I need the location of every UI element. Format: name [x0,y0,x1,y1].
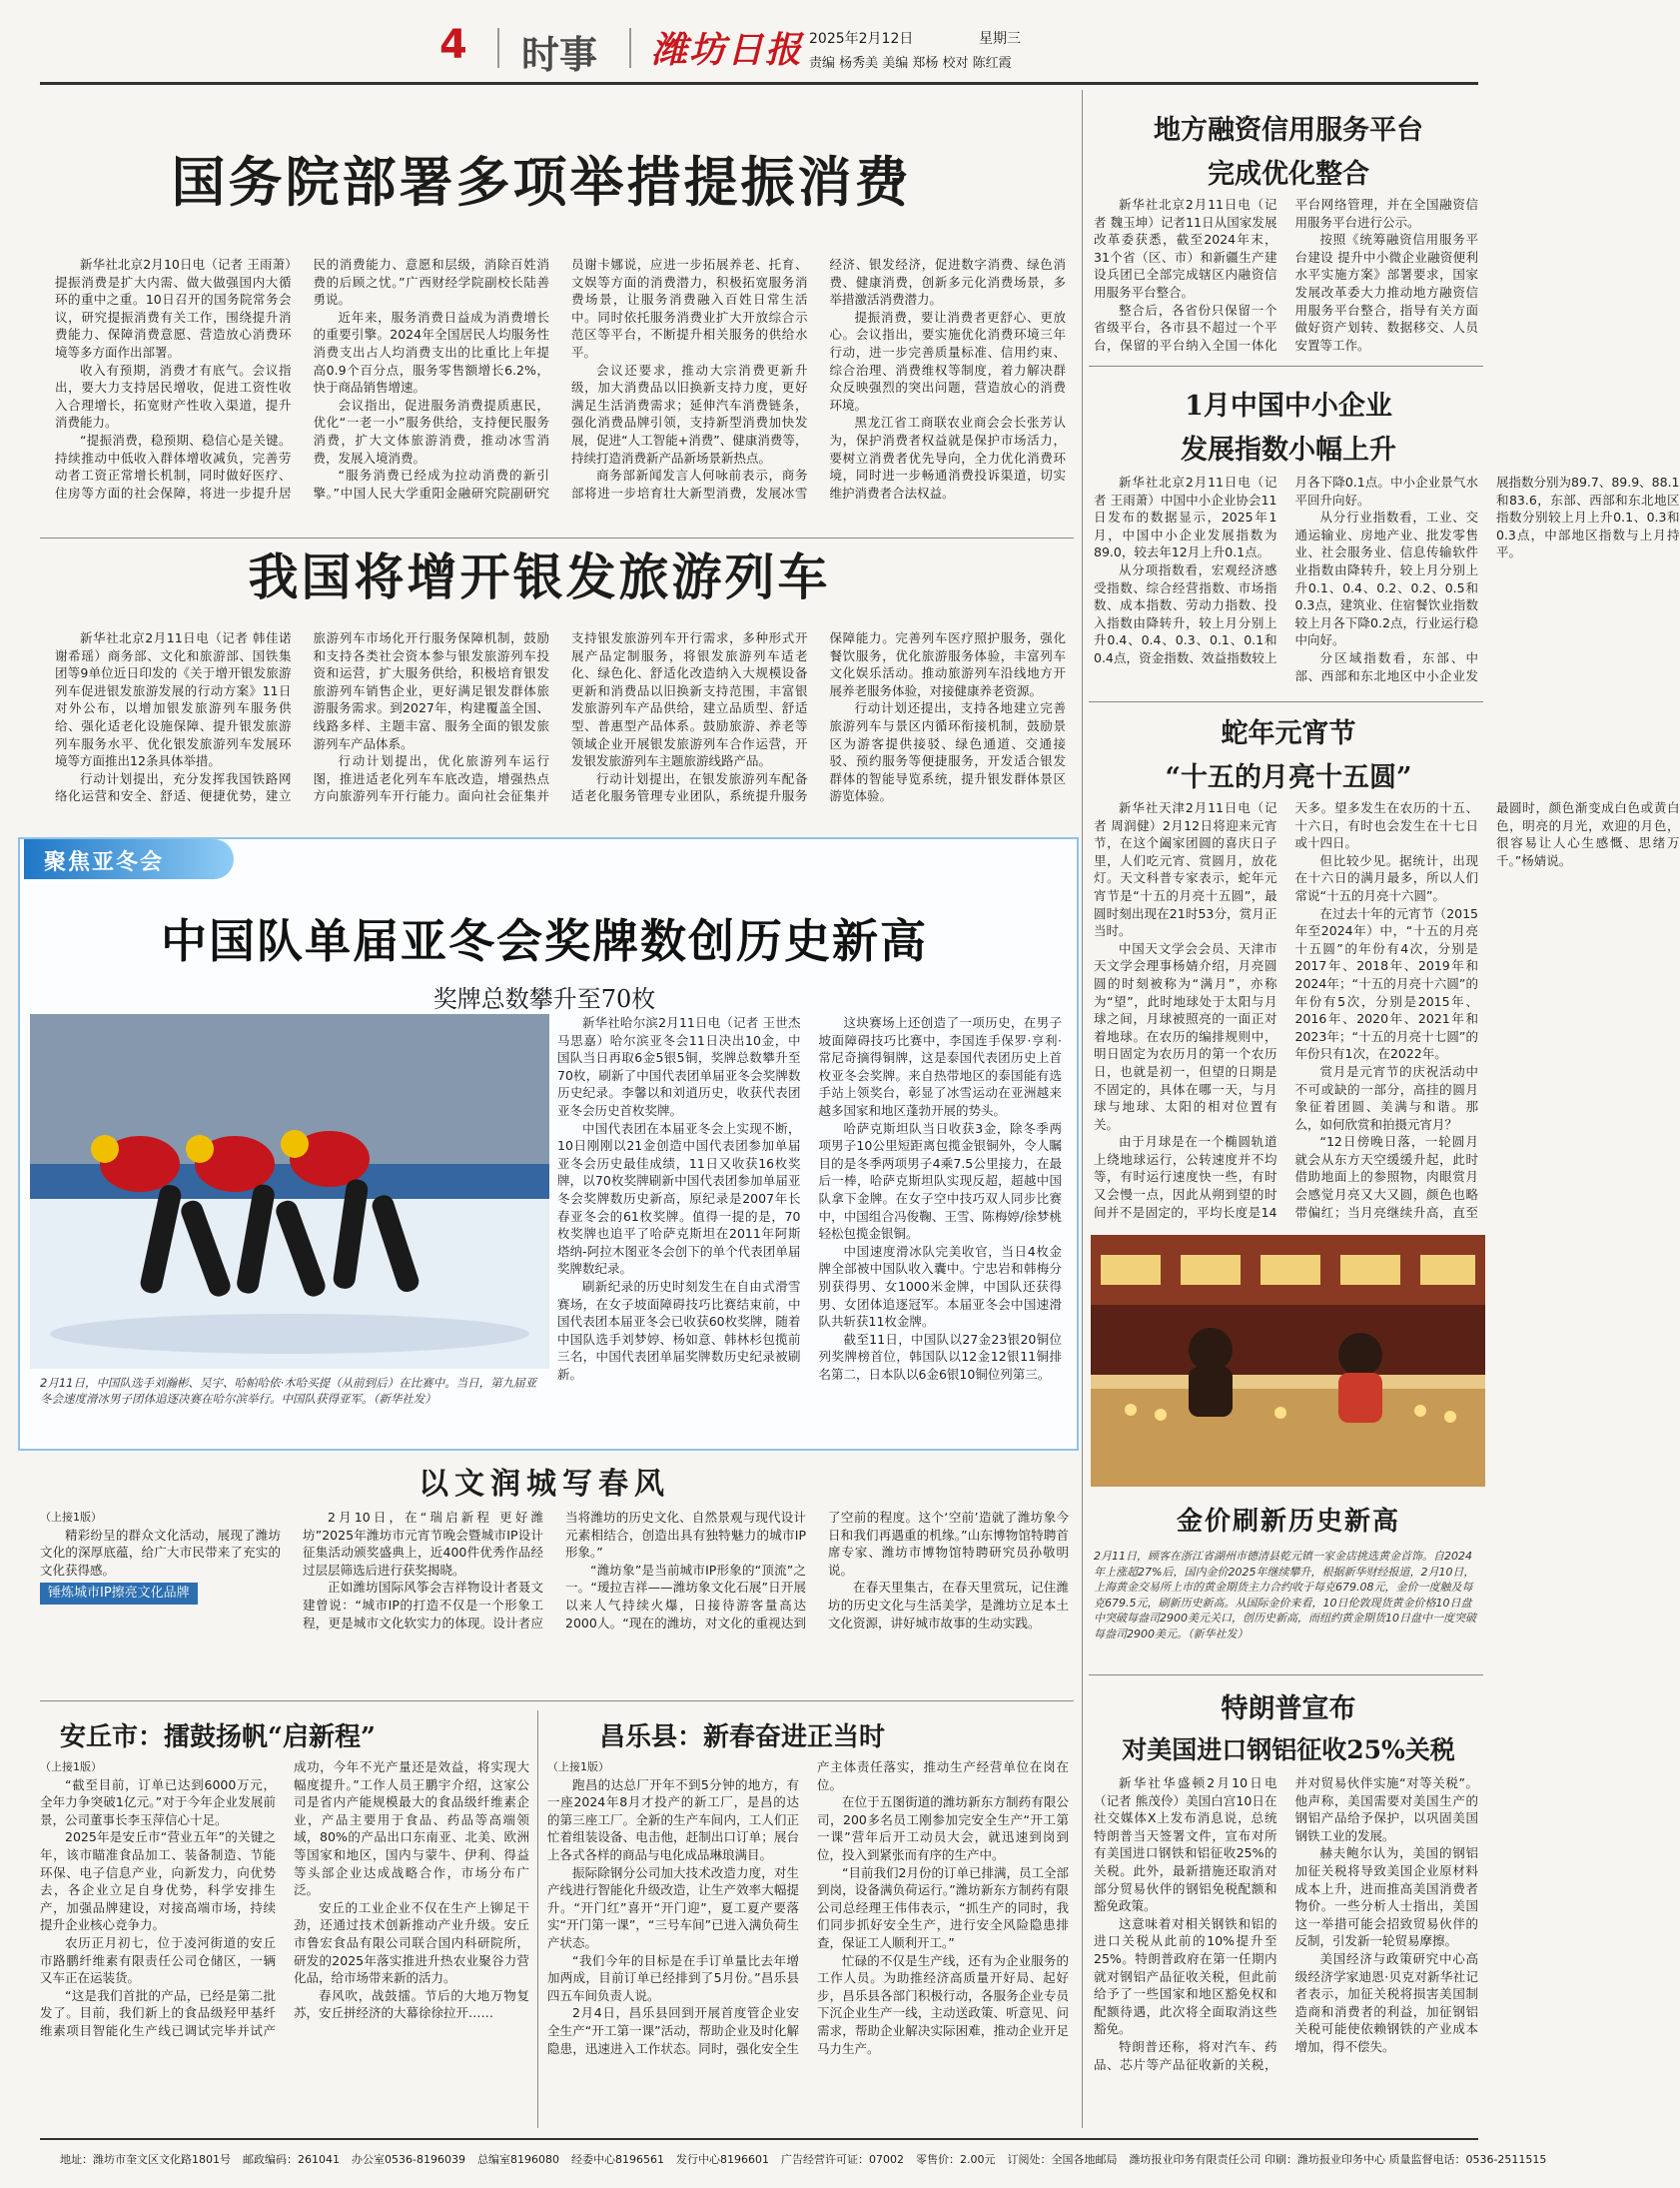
headline-sme-index-2: 发展指数小幅上升 [1181,435,1396,466]
paragraph: 2月4日，昌乐县回到开展首度管企业安全生产“开工第一课”活动，帮助企业及时化解隐患，迅速进入工作状态。同时，强化安全生产主体责任落实，推动生产经营单位在岗在位。 [547,1759,1069,2056]
paragraph: “提振消费，稳预期、稳信心是关键。持续推动中低收入群体增收减负，完善劳动者工资正常增长机制，同时做好医疗、住房等方面的社会保障，将进一步提升居民的消费能力、意愿和层级，消除百姓消费的后顾之忧。”广西财经学院副校长陆善勇说。 [55,257,549,501]
paragraph: 收入有预期，消费才有底气。会议指出，要大力支持居民增收，促进工资性收入合理增长，拓宽财产性收入渠道，提升消费能力。 [55,362,292,431]
section-rule [40,1700,1074,1701]
paragraph: “服务消费已经成为拉动消费的新引擎。”中国人民大学重阳金融研究院副研究员谢卡娜说，应进一步拓展养老、托育、文娱等方面的消费潜力，积极拓宽服务消费场景，让服务消费融入百姓日常生活中。同时依托服务消费业扩大开放综合示范区等平台，不断提升相关服务的供给水平。 [313,257,808,501]
paragraph: 精彩纷呈的群众文化活动，展现了潍坊文化的深厚底蕴，给广大市民带来了充实的文化获得感。 [40,1527,281,1578]
headline-tariff-1: 特朗普宣布 [1221,1693,1356,1724]
paragraph: 赏月是元宵节的庆祝活动中不可或缺的一部分，高挂的圆月象征着团圆、美满与和谐。那么，如何欣赏和拍摄元宵月？ [1294,1063,1478,1132]
paragraph: “我们今年的目标是在手订单量比去年增加两成，目前订单已经排到了5月份。”昌乐县四五车间负责人说。 [547,1952,799,2003]
paragraph: 新华社天津2月11日电（记者 周润健）2月12日将迎来元宵节，在这个阖家团圆的喜庆日子里，人们吃元宵、赏圆月，放花灯。天文科普专家表示，蛇年元宵节是“十五的月亮十五圆”，最圆时刻出现在21时53分，赏月正当时。 [1094,800,1277,939]
winter-games-tag-text: 聚焦亚冬会 [44,849,165,875]
footer-postcode: 邮政编码：261041 [243,2153,340,2166]
paragraph: 新华社北京2月11日电（记者 韩佳诺 谢希瑶）商务部、文化和旅游部、国铁集团等9单位近日印发的《关于增开银发旅游列车促进银发旅游发展的行动方案》11日对外公布，以增加银发旅游列车服务供给、强化适老化设施保障、提升银发旅游列车服务水平、优化银发旅游列车发展环境等方面推出12条具体举措。 [55,630,292,769]
headline-gold-price: 金价刷新历史新高 [1176,1507,1400,1537]
subhead-tag: 锤炼城市IP擦亮文化品牌 [40,1583,198,1605]
paragraph: 整合后，各省份只保留一个省级平台，各市县不超过一个平台，保留的平台纳入全国一体化平台网络管理，并在全国融资信用服务平台进行公示。 [1094,197,1478,353]
headline-medal-record: 中国队单届亚冬会奖牌数创历史新高 [161,914,928,968]
paragraph: 行动计划提出，充分发挥我国铁路网络化运营和安全、舒适、便捷优势，建立旅游列车市场化开行服务保障机制，鼓励和支持各类社会资本参与银发旅游列车投资和运营，扩大服务供给，积极培育银发旅游列车销售企业，更好满足银发群体旅游服务需求。到2027年，构建覆盖全国、线路多样、主题丰富、服务全面的银发旅游列车产品体系。 [55,630,549,804]
paragraph: 2月10日，在“瑞启新程 更好潍坊”2025年潍坊市元宵节晚会暨城市IP设计征集活动颁奖盛典上，近400件优秀作品经过层层筛选后进行获奖揭晓。 [303,1510,543,1578]
article-tariff [1094,1774,1478,2128]
paragraph: 但比较少见。据统计，出现在十六日的满月最多，所以人们常说“十五的月亮十六圆”。 [1294,852,1478,903]
headline-financing-platform-1: 地方融资信用服务平台 [1154,115,1423,146]
paragraph: 刷新纪录的历史时刻发生在自由式滑雪赛场，在女子坡面障碍技巧比赛结束前，中国代表团本届亚冬会已收获60枚奖牌，随着中国队选手刘梦婷、杨如意、韩林杉包揽前三名，中国代表团单届奖牌数历史纪录被刷新。 [557,1278,801,1382]
headline-sme-index-1: 1月中国中小企业 [1185,391,1392,422]
paragraph: 安丘的工业企业不仅在生产上铆足干劲，还通过技术创新推动产业升级。安丘市鲁宏食品有限公司联合国内科研院所，研发的2025年落实推进升热农业聚谷力营化品，给市场带来新的活力。 [294,1899,529,1986]
article-financing-platform [1094,196,1478,356]
section-rule [1089,366,1483,367]
footer-ad-permit: 广告经营许可证：07002 [780,2153,904,2166]
paragraph: “截至目前，订单已达到6000万元，全年力争突破1亿元。”对于今年企业发展前景，公司董事长李玉萍信心十足。 [40,1776,276,1827]
paragraph: 新华社北京2月10日电（记者 王雨萧）提振消费是扩大内需、做大做强国内大循环的重中之重。10日召开的国务院常务会议，研究提振消费有关工作，围绕提升消费能力、保障消费意愿、营造放心消费环境等多方面作出部署。 [55,257,292,360]
paragraph: 振际除钢分公司加大技术改造力度，对生产线进行智能化升级改造，让生产效率大幅提升。“开门红”喜开“开门迎”，夏工夏产要落实“开门第一课”，“三号车间”已进入满负荷生产状态。 [547,1864,799,1950]
footer-address: 地址：潍坊市奎文区文化路1801号 [60,2153,231,2166]
article-sme-index [1094,474,1680,695]
subhead-culture [40,1583,281,1605]
masthead-divider-2 [629,28,631,68]
headline-anqiu: 安丘市：擂鼓扬帆“启新程” [60,1722,376,1752]
paragraph: 赫夫鲍尔认为，美国的钢铝加征关税将导致美国企业原材料成本上升，进而推高美国消费者物价。一些分析人士指出，美国这一举措可能会招致贸易伙伴的反制，引发新一轮贸易摩擦。 [1294,1845,1478,1949]
section-title: 时事 [521,33,598,77]
paragraph: 从分项指数看，宏观经济感受指数、综合经营指数、市场指数、成本指数、劳动力指数、投入指数由降转升，较上月分别上升0.4、0.4、0.3、0.1、0.1和0.4点，资金指数、效益指数较上月各下降0.1点。中小企业景气水平回升向好。 [1094,475,1478,665]
paragraph: 这块赛场上还创造了一项历史，在男子坡面障碍技巧比赛中，李国连手保罗·亨利·常尼奇摘得铜牌，这是泰国代表团历史上首枚亚冬会奖牌。来自热带地区的泰国能有选手站上领奖台，彰显了冰雪运动在亚洲越来越多国家和地区蓬勃开展的势头。 [818,1015,1062,1118]
masthead-divider [497,28,499,68]
footer-price: 零售价：2.00元 [915,2153,996,2166]
footer-rule [40,2138,1478,2140]
section-rule [1089,1674,1483,1675]
paragraph: 新华社北京2月11日电（记者 王雨萧）中国中小企业协会11日发布的数据显示，2025年1月，中国中小企业发展指数为89.0，较去年12月上升0.1点。 [1094,475,1277,560]
paragraph: 在位于五图街道的潍坊新东方制药有限公司，200多名员工刚参加完安全生产“开工第一课”营年后开工动员大会，就迅速到岗到位，投入到紧张而有序的生产中。 [817,1794,1069,1862]
paragraph: “这是我们首批的产品，已经是第二批发了。目前，我们新上的食品级羟甲基纤维素项目智能化生产线已调试完毕并试产成功，今年不光产量还是效益，将实现大幅度提升。”工作人员王鹏宇介绍，这家公司是省内产能规模最大的食品级纤维素企业，产品主要用于食品、药品等高端领域，80%的产品出口东南亚、北美、欧洲等国家和地区，国内与蒙牛、伊利、得益等头部企业达成战略合作，市场分布广泛。 [40,1759,529,2038]
paragraph: 黑龙江省工商联农业商会会长张芳认为，保护消费者权益就是保护市场活力，要树立消费者优先导向，全力优化消费环境，同时进一步畅通消费投诉渠道，切实维护消费者合法权益。 [829,415,1066,501]
subheadline-medal-record: 奖牌总数攀升至70枚 [432,985,656,1013]
column-divider [1082,90,1083,2128]
paragraph: 商务部新闻发言人何咏前表示，商务部将进一步培育壮大新型消费，发展冰雪经济、银发经济，促进数字消费、绿色消费、健康消费，创新多元化消费场景，多举措激活消费潜力。 [571,257,1066,501]
paragraph: 跑昌的达总厂开年不到5分钟的地方，有一座2024年8月才投产的新工厂，是昌的达的第三座工厂。全新的生产车间内，工人们正忙着组装设备、电击他，赶制出口订单；展台上各式各样的商品与电化成品琳琅满目。 [547,1776,799,1862]
paragraph: 会议还要求，推动大宗消费更新升级，加大消费品以旧换新支持力度，更好满足生活消费需求；延伸汽车消费链条，强化消费品牌引领，支持新型消费加快发展，促进“人工智能+消费”、健康消费等，持续打造消费新产品新场景新热点。 [571,362,808,466]
footer-editor-phone: 总编室8196080 [476,2153,559,2166]
paragraph: 新华社北京2月11日电（记者 魏玉坤）记者11日从国家发展改革委获悉，截至2024年末，31个省（区、市）和新疆生产建设兵团已全部完成辖区内融资信用服务平台整合。 [1094,197,1277,300]
skaters-illustration [30,1014,549,1369]
page-number: 4 [439,22,467,68]
footer-news-phone: 经委中心8196561 [570,2153,664,2166]
paragraph: 在春天里集古，在春天里赏玩，记住潍坊的历史文化与生活美学，是潍坊立足本土文化资源，讲好城市故事的生动实践。 [828,1580,1069,1631]
article-consumption [55,256,1066,528]
paragraph: 正如潍坊国际风筝会吉祥物设计者聂文建曾说：“城市IP的打造不仅是一个形象工程，更是城市文化软实力的体现。设计者应当将潍坊的历史文化、自然景观与现代设计元素相结合，创造出具有独特魅力的城市IP形象。” [303,1510,806,1631]
paragraph: 会议指出，促进服务消费提质惠民，优化“一老一小”服务供给，支持便民服务消费，扩大文体旅游消费，推动冰雪消费，发展入境消费。 [313,397,549,466]
headline-lantern-2: “十五的月亮十五圆” [1165,762,1412,793]
from-page: （上接1版） [40,1760,102,1773]
headline-tariff-2: 对美国进口钢铝征收25%关税 [1122,1735,1455,1764]
headline-consumption: 国务院部署多项举措提振消费 [171,150,912,214]
paragraph: 截至11日，中国队以27金23银20铜位列奖牌榜首位，韩国队以12金12银11铜排名第二，日本队以6金6银10铜位列第三。 [818,1331,1062,1382]
article-silver-train [55,629,1066,829]
paragraph: 行动计划还提出，支持各地建立完善旅游列车与景区内循环衔接机制，鼓励景区为游客提供接驳、绿色通道、交通接驳、预约服务等便捷服务，开发适合银发群体的智能导览系统，提升银发群体景区游览体验。 [829,700,1066,804]
paragraph: 新华社哈尔滨2月11日电（记者 王世杰 马思嘉）哈尔滨亚冬会11日决出10金，中国队当日再取6金5银5铜，奖牌总数攀升至70枚，刷新了中国代表团单届亚冬会奖牌数历史纪录。李馨以和刘逍历史，收获代表团亚冬会历史首枚奖牌。 [557,1015,801,1118]
article-anqiu [40,1758,529,2128]
footer-distribution-phone: 发行中心8196601 [675,2153,769,2166]
paragraph: 近年来，服务消费日益成为消费增长的重要引擎。2024年全国居民人均服务性消费支出占人均消费支出的比重比上年提高0.9个百分点，服务零售额增长6.2%，快于商品销售增速。 [313,309,549,396]
paragraph: “潍坊象”是当前城市IP形象的“顶流”之一。“瑷拉吉祥——潍坊象文化石展”日开展以来人气持续火爆，日接待游客量高达2000人。“现在的潍坊，对文化的重视达到了空前的程度。这个‘空前’造就了潍坊象今日和我们再遇重的机缘。”山东博物馆特聘首席专家、潍坊市博物馆特聘研究员孙敬明说。 [565,1510,1069,1631]
paragraph: 提振消费，要让消费者更舒心、更放心。会议指出，要实施优化消费环境三年行动，进一步完善质量标准、信用约束、综合治理、消费维权等制度，着力解决群众反映强烈的突出问题，营造放心的消费环境。 [829,309,1066,413]
paragraph: 中国速度滑冰队完美收官，当日4枚金牌全部被中国队收入囊中。宁忠岩和韩梅分别获得男、女1000米金牌，中国队还获得男、女团体追逐冠军。本届亚冬会中国速滑队共斩获11枚金牌。 [818,1243,1062,1330]
paragraph: 新华社华盛顿2月10日电（记者 熊茂伶）美国白宫10日在社交媒体X上发布消息说，总统特朗普当天签署文件，宣布对所有美国进口钢铁和铝征收25%的关税。此外，最新措施还取消对部分贸易伙伴的钢铝免税配额和豁免政策。 [1094,1775,1277,1914]
paragraph: 从分行业指数看，工业、交通运输业、房地产业、批发零售业、社会服务业、信息传输软件业指数由降转升，较上月分别上升0.1、0.4、0.2、0.2、0.5和0.3点，建筑业、住宿餐饮业指数较上月各下降0.2点，行业运行稳中向好。 [1294,510,1478,648]
from-page: （上接1版） [40,1511,102,1524]
paragraph: 中国代表团在本届亚冬会上实现不断，10日刚刚以21金创造中国代表团参加单届亚冬会历史最佳成绩，11日又收获16枚奖牌，以70枚奖牌刷新中国代表团参加单届亚冬会奖牌数历史新高，原纪录是2007年长春亚冬会的61枚奖牌。值得一提的是，70枚奖牌也追平了哈萨克斯坦在2011年阿斯塔纳-阿拉木图亚冬会创下的单个代表团单届奖牌数纪录。 [557,1120,801,1277]
footer-printer: 潍坊报业印务有限责任公司 印刷：潍坊报业印务中心 质量监督电话：0536-2511515 [1129,2153,1547,2166]
column-divider [537,1710,538,2128]
footer-office-phone: 办公室0536-8196039 [352,2153,465,2166]
paragraph: 由于月球是在一个椭圆轨道上绕地球运行，公转速度并不均等，有时运行速度快一些，有时又会慢一点，因此从朔到望的时间并不是固定的，平均长度是14天多。望多发生在农历的十五、十六日，有时也会发生在十七日或十四日。 [1094,800,1478,1220]
headline-silver-train: 我国将增开银发旅游列车 [248,547,831,606]
photo-gold-shop [1091,1235,1485,1487]
paragraph: 行动计划提出，优化旅游列车运行图，推进适老化列车车底改造，增强热点方向旅游列车开行能力。面向社会征集并支持银发旅游列车开行需求，多种形式开展产品定制服务，将银发旅游列车适老化、绿色化、舒适化改造纳入大规模设备更新和消费品以旧换新支持范围，丰富银发旅游列车产品供给，建立品质型、舒适型、普惠型产品体系。鼓励旅游、养老等领域企业开展银发旅游列车合作运营，开发银发旅游列车主题旅游线路产品。 [313,630,808,804]
issue-date: 2025年2月12日 [809,31,914,47]
headline-changle: 昌乐县：新春奋进正当时 [599,1722,886,1752]
paragraph: 中国天文学会会员、天津市天文学会理事杨婧介绍，月亮圆圆的时刻被称为“满月”，亦称为“望”，此时地球处于太阳与月球之间，月球被照亮的一面正对着地球。在农历的编排规则中，明日固定为农历月的第一个农历日，也就是初一，但望的日期是不固定的，具体在哪一天，与月球与地球、太阳的相对位置有关。 [1094,940,1277,1132]
issue-weekday: 星期三 [979,31,1021,47]
paragraph: 按照《统筹融资信用服务平台建设 提升中小微企业融资便利水平实施方案》部署要求，国家发展改革委大力推动地方融资信用服务平台整合，指导有关方面做好资产划转、数据移交、人员安置等工作。 [1294,232,1478,353]
paragraph: 在过去十年的元宵节（2015年至2024年）中，“十五的月亮十五圆”的年份有4次，分别是2017年、2018年、2019年和2024年；“十五的月亮十六圆”的年份有5次，分别是2015年、2016年、2020年、2021年和2023年；“十五的月亮十七圆”的年份只有1次，在2022年。 [1294,905,1478,1062]
headline-lantern-1: 蛇年元宵节 [1221,718,1356,749]
paragraph: 春风吹，战鼓擂。节后的大地万物复苏，安丘拼经济的大幕徐徐拉开…… [294,1987,529,2021]
gold-shop-illustration [1091,1235,1485,1487]
headline-financing-platform-2: 完成优化整合 [1208,159,1369,190]
footer [60,2148,1547,2172]
footer-subscribe: 订阅处：全国各地邮局 [1007,2153,1118,2166]
article-changle [547,1758,1069,2128]
from-page: （上接1版） [547,1760,609,1773]
section-rule [1089,701,1483,702]
paragraph: 这意味着对相关钢铁和铝的进口关税从此前的10%提升至25%。特朗普政府在第一任期内就对钢铝产品征收关税，但此前给予了一些国家和地区豁免权和配额待遇，此次将全面取消这些豁免。 [1094,1915,1277,2037]
paragraph: 行动计划提出，在银发旅游列车配备适老化服务管理专业团队，系统提升服务保障能力。完善列车医疗照护服务，强化餐饮服务，优化旅游服务体验，丰富列车文化娱乐活动。推动旅游列车沿线地方开展养老服务体验，对接健康养老资源。 [571,630,1066,804]
paragraph: 农历正月初七，位于凌河街道的安丘市路鹏纤维素有限责任公司仓储区，一辆又车正在运装货。 [40,1934,276,1986]
paragraph: 美国经济与政策研究中心高级经济学家迪恩·贝克对新华社记者表示，加征关税将损害美国制造商和消费者的利益，加征钢铝关税可能使依赖钢铁的产业成本增加，得不偿失。 [1294,1950,1478,2054]
masthead [0,0,1498,78]
paragraph: “目前我们2月份的订单已排满，员工全部到岗，设备满负荷运行。”潍坊新东方制药有限公司总经理王伟伟表示，“抓生产的同时，我们同步抓好安全生产，进行安全风险隐患排查，保证工人顺利开工。” [817,1864,1069,1950]
article-medal-record [557,1014,1062,1439]
paragraph: 特朗普还称，将对汽车、药品、芯片等产品征收新的关税，并对贸易伙伴实施“对等关税”。他声称，美国需要对美国生产的钢铝产品给予保护，以巩固美国钢铁工业的发展。 [1094,1775,1478,2072]
editors-line: 责编 杨秀美 美编 郑杨 校对 陈红霞 [809,56,1012,71]
paragraph: 忙碌的不仅是生产线，还有为企业服务的工作人员。为助推经济高质量开好局、起好步，昌乐县各部门积极行动，各服务企业专员下沉企业生产一线，主动送政策、听意见、问需求，帮助企业解决实际困难，推动企业开足马力生产。 [817,1952,1069,2056]
paragraph: 分区域指数看，东部、中部、西部和东北地区中小企业发展指数分别为89.7、89.9、88.1和83.6，东部、西部和东北地区指数分别较上月上升0.1、0.3和0.3点，中部地区指数与上月持平。 [1294,475,1680,683]
photo-speed-skating [30,1014,549,1369]
paragraph: “12日傍晚日落，一轮圆月就会从东方天空缓缓升起，此时借助地面上的参照物，肉眼赏月会感觉月亮又大又圆，颜色也略带偏红；当月亮继续升高，直至最圆时，颜色渐变成白色或黄白色，明亮的月光，欢迎的月色，很容易让人心生感慨、思绪万千。”杨婧说。 [1294,800,1680,1220]
article-lantern [1094,799,1680,1229]
photo-caption-gold: 2月11日，顾客在浙江省湖州市德清县乾元镇一家金店挑选黄金首饰。自2024年上涨超27%后，国内金价2025年继续攀升，根据新华财经报道，2月10日，上海黄金交易所上市的黄金期货主力合约收于每克679.08元，金价一度触及每克679.5元，刷新历史新高。从国际金价来看，10日伦敦现货黄金价格10日盘中突破每盎司2900美元关口，创历史新高，而纽约黄金期货10日盘中一度突破每盎司2900美元。（新华社发） [1094,1550,1476,1641]
paper-logo: 潍坊日报 [651,29,804,71]
paragraph: 哈萨克斯坦队当日收获3金，除冬季两项男子10公里短距离包揽金银铜外，令人瞩目的是冬季两项男子4乘7.5公里接力，在最后一棒，哈萨克斯坦队实现反超，超越中国队拿下金牌。在女子空中技巧双人同步比赛中，中国组合冯俊鞠、王雪、陈梅婷/徐梦桃轻松包揽金银铜。 [818,1120,1062,1242]
headline-culture-city: 以文润城写春风 [419,1467,670,1502]
article-culture-city [40,1509,1069,1694]
masthead-rule [40,82,1478,85]
paragraph: 2025年是安丘市“营业五年”的关键之年，该市瞄准食品加工、装备制造、节能环保、电子信息产业，向新发力，向优势去，各企业立足自身优势，科学安排生产，加强品牌建设，对接高端市场，持续提升企业核心竞争力。 [40,1829,276,1933]
photo-caption-skating: 2月11日，中国队选手刘瀚彬、吴宇、哈帕哈依·木哈买提（从前到后）在比赛中。当日，第九届亚冬会速度滑冰男子团体追逐决赛在哈尔滨举行。中国队获得亚军。（新华社发） [40,1376,537,1406]
